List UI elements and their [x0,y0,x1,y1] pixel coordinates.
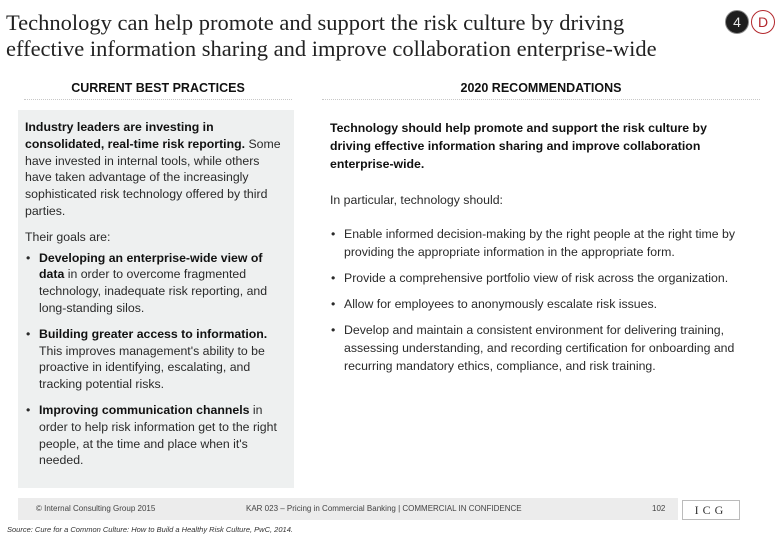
recommendation-item: • Allow for employees to anonymously escalate risk issues. [330,295,750,313]
page-title: Technology can help promote and support the risk culture by driving effective information sharing and improve collaboration enterprise-wide [6,10,657,61]
intro-bold: Industry leaders are investing in consolidated, real-time risk reporting. [25,120,246,151]
recommendation-item: • Provide a comprehensive portfolio view of risk across the organization. [330,269,750,287]
recommendations-list [330,225,750,375]
source-citation: Source: Cure for a Common Culture: How to Build a Healthy Risk Culture, PwC, 2014. [7,525,293,534]
intro-paragraph [25,119,288,220]
recommendations-panel [322,110,760,375]
goal-rest: This improves management's ability to be proactive in identifying, escalating, and tracking potential risks. [39,343,265,392]
right-column-heading: 2020 RECOMMENDATIONS [322,81,760,100]
left-column-heading: CURRENT BEST PRACTICES [24,81,292,100]
icg-logo: ICG [682,500,740,520]
goal-item [25,326,288,393]
goal-bold: Building greater access to information. [39,326,268,341]
goal-bold: Improving communication channels [39,402,250,417]
goal-item [25,402,288,469]
section-letter-badge: D [751,10,775,34]
goal-rest: in order to help risk information get to the right people, at the time and place when it's needed. [39,402,277,468]
footer-bar [18,498,678,520]
best-practices-panel [18,110,294,488]
goal-item [25,250,288,317]
goals-list [25,250,288,470]
footer-document-info: KAR 023 – Pricing in Commercial Banking | COMMERCIAL IN CONFIDENCE [246,504,522,513]
section-number-badge: 4 [725,10,749,34]
footer-copyright: © Internal Consulting Group 2015 [36,504,156,513]
recommendation-item: • Develop and maintain a consistent environment for delivering training, assessing understanding, and recording certification for onboarding and recurring mandatory ethics, compliance, and risk training. [330,321,750,375]
recommendation-sub: In particular, technology should: [330,193,503,207]
page-number: 102 [652,504,666,513]
goals-label: Their goals are: [25,229,111,244]
goal-rest: in order to overcome fragmented technology, inadequate risk reporting, and long-standing silos. [39,267,268,315]
goal-bold: Developing an enterprise-wide view of data [39,250,263,282]
recommendation-item: • Enable informed decision-making by the right people at the right time by providing the appropriate information in the appropriate form. [330,225,750,261]
intro-rest: Some have invested in internal tools, while others have taken advantage of the increasingly sophisticated risk technology offered by third parties. [25,136,281,218]
recommendation-lead: Technology should help promote and support the risk culture by driving effective information sharing and improve collaboration enterprise-wide. [330,121,707,171]
